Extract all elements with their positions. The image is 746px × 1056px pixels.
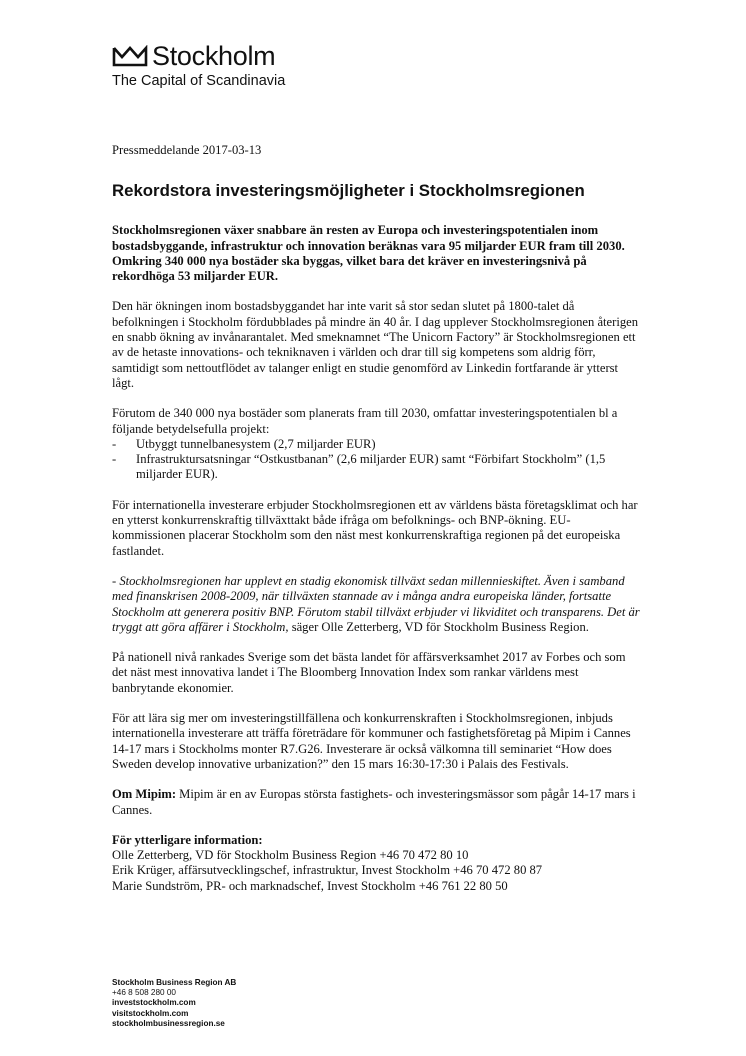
- lead-paragraph: Stockholmsregionen växer snabbare än resten av Europa och investeringspotentialen inom bostadsbyggande, infrastruktur och innovation beräknas vara 95 miljarder EUR fram till 2030. Omkring 340 000 nya bostäder ska byggas, vilket bara det kräver en investeringsnivå på rekordhöga 53 miljarder EUR.: [112, 223, 625, 284]
- footer-company: Stockholm Business Region AB: [112, 978, 237, 987]
- paragraph-2: Förutom de 340 000 nya bostäder som planerats fram till 2030, omfattar investeringspotentialen bl a följande betydelsefulla projekt:: [112, 406, 618, 436]
- paragraph-5: För att lära sig mer om investeringstillfällena och konkurrenskraften i Stockholmsregionen, inbjuds internationella investerare att träffa företrädare för kommuner och fastighetsföretag på Mipim i Cannes 14-17 mars i Stockholms monter R7.G26. Investerare är också välkomna till seminariet “How does Sweden develop innovative urbanization?” den 15 mars 16:30-17:30 i Palais des Festivals.: [112, 711, 631, 771]
- crown-icon: [112, 45, 148, 67]
- date-line: Pressmeddelande 2017-03-13: [112, 143, 262, 157]
- quote-attribution: säger Olle Zetterberg, VD för Stockholm Business Region.: [288, 619, 589, 634]
- logo-tagline: The Capital of Scandinavia: [112, 73, 286, 89]
- footer-link-visitstockholm[interactable]: visitstockholm.com: [112, 1008, 189, 1018]
- paragraph-3: För internationella investerare erbjuder Stockholmsregionen ett av världens bästa företagsklimat och har en ytterst konkurrenskraftig tillväxttakt både ifråga om befolknings- och BNP-ökning. EU-kommissionen placerar Stockholm som den näst mest konkurrenskraftiga regionen på det europeiska fastlandet.: [112, 497, 638, 558]
- stockholm-logo: [112, 42, 285, 90]
- page-title: Rekordstora investeringsmöjligheter i Stockholmsregionen: [112, 181, 585, 201]
- contact-block: [112, 833, 642, 894]
- contact-line: Marie Sundström, PR- och marknadschef, Invest Stockholm +46 761 22 80 50: [112, 878, 508, 893]
- contact-line: Erik Krüger, affärsutvecklingschef, infrastruktur, Invest Stockholm +46 70 472 80 87: [112, 863, 543, 878]
- logo-row: [112, 42, 285, 70]
- mipim-paragraph: [112, 787, 642, 818]
- project-list: [112, 437, 642, 483]
- contact-heading: För ytterligare information:: [112, 832, 263, 847]
- quote-text: - Stockholmsregionen har upplevt en stadig ekonomisk tillväxt sedan millennieskiftet. Även i samband med finanskrisen 2008-2009, när tillväxten stannade av i många andra europeiska länder, fortsatte Stockholm att generera positiv BNP. Förutom stabil tillväxt erbjuder vi likviditet och transparens. Det är tryggt att göra affärer i Stockholm,: [112, 573, 640, 634]
- contact-line: Olle Zetterberg, VD för Stockholm Business Region +46 70 472 80 10: [112, 848, 469, 863]
- footer-phone: +46 8 508 280 00: [112, 988, 176, 998]
- quote-paragraph: [112, 574, 642, 635]
- mipim-text: Mipim är en av Europas största fastighets- och investeringsmässor som pågår 14-17 mars i Cannes.: [112, 787, 636, 817]
- footer-link-stockholmbusinessregion[interactable]: stockholmbusinessregion.se: [112, 1018, 225, 1028]
- article-body: [112, 143, 642, 894]
- paragraph-4: På nationell nivå rankades Sverige som det bästa landet för affärsverksamhet 2017 av Forbes och som det näst mest innovativa landet i The Bloomberg Innovation Index som rankar världens mest banbrytande ekonomier.: [112, 650, 626, 695]
- paragraph-1: Den här ökningen inom bostadsbyggandet har inte varit så stor sedan slutet på 1800-talet då befolkningen i Stockholm fördubblades på mindre än 40 år. I dag upplever Stockholmsregionen återigen en snabb ökning av invånarantalet. Med smeknamnet “The Unicorn Factory” är Stockholmsregionen ett av de hetaste innovations- och tekniknaven i världen och drar till sig kompetens som aldrig förr, samtidigt som nettoutflödet av talanger enligt en studie genomförd av Linkedin fortfarande är ytterst lågt.: [112, 299, 639, 390]
- mipim-label: Om Mipim:: [112, 787, 177, 802]
- footer: [112, 978, 236, 1029]
- list-item: - Infrastruktursatsningar “Ostkustbanan” (2,6 miljarder EUR) samt “Förbifart Stockholm” (1,5 miljarder EUR).: [112, 452, 642, 483]
- footer-link-investstockholm[interactable]: investstockholm.com: [112, 998, 196, 1008]
- list-item: - Utbyggt tunnelbanesystem (2,7 miljarder EUR): [112, 437, 642, 452]
- logo-name: Stockholm: [152, 41, 276, 71]
